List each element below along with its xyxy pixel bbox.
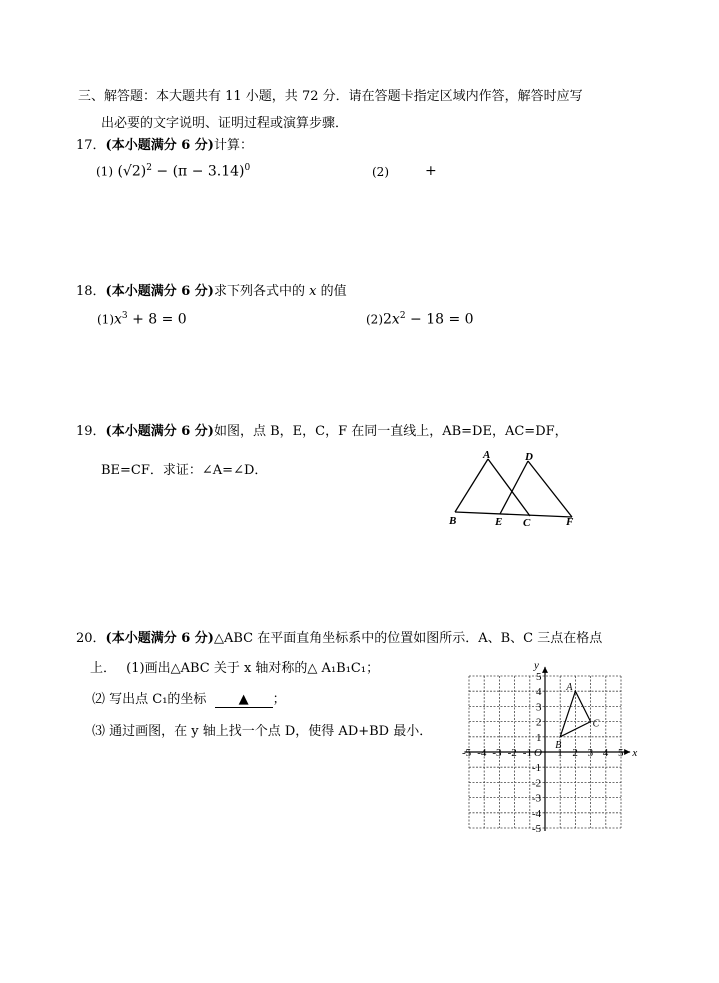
x-tick-label: -3 [492,747,502,759]
x-tick-label: 4 [602,747,609,759]
q18-p2-x: x [391,311,400,328]
q19-line2: BE=CF．求证：∠A=∠D． [101,463,268,478]
q18-p1-label: (1) [97,312,114,327]
segment-de [500,461,528,514]
x-tick-label: -2 [507,747,517,759]
point-a-label: A [566,682,573,694]
q18-p2-rest: − 18 = 0 [405,311,474,328]
segment-ac [488,459,530,516]
q17-score: (本小题满分 6 分) [105,138,214,153]
answer-placeholder-triangle: ▲ [238,692,249,707]
point-c-label: C [592,718,600,730]
q18-p2-sup: 2 [399,311,406,321]
q18-p1-x: x [114,311,122,328]
x-tick-label: -4 [477,747,487,759]
q18-score: (本小题满分 6 分) [105,284,214,299]
y-tick-label: -2 [532,777,542,790]
q20-line1: △ABC 在平面直角坐标系中的位置如图所示．A、B、C 三点在格点 [213,631,603,646]
y-tick-label: -4 [532,807,542,820]
q17-p1-expr-b: − (π − 3.14) [151,163,245,180]
y-tick-label: 2 [536,716,542,729]
q20-score: (本小题满分 6 分) [105,631,214,646]
segment-df [528,461,572,517]
y-tick-label: -3 [532,792,542,805]
question-17 [76,134,253,153]
y-tick-label: -5 [532,823,542,835]
question-18 [76,280,347,299]
q18-part2 [366,311,474,328]
section-title-line2: 出必要的文字说明、证明过程或演算步骤． [101,116,349,131]
label-b: B [449,515,457,527]
q19-triangle-figure [440,445,590,535]
x-axis-label: x [632,747,638,759]
q17-part1 [96,163,250,180]
x-tick-label: -5 [462,747,472,759]
label-e: E [495,516,503,528]
x-axis-arrow [624,749,630,755]
q18-number: 18． [76,284,106,299]
q20-number: 20． [76,631,106,646]
question-20 [76,627,602,646]
q18-p2-label: (2) [366,312,383,327]
q18-text-a: 求下列各式中的 [213,284,310,299]
y-tick-label: -1 [532,762,542,775]
q19-number: 19． [76,424,106,439]
origin-label: O [534,747,542,759]
q17-p1-expr-a: (√2) [117,163,147,180]
x-tick-label: 1 [557,747,563,759]
y-tick-label: 1 [536,731,542,744]
label-c: C [523,517,531,529]
q18-text-b: 的值 [316,284,347,299]
q18-p2-a: 2 [383,311,392,328]
q20-line2 [90,657,379,676]
x-tick-label: -1 [522,747,532,759]
q20-line2a: 上． [90,661,117,676]
segment-bf [455,512,572,517]
x-tick-label: 3 [587,747,594,759]
q17-part2-plus: + [425,163,437,179]
q17-number: 17． [76,138,106,153]
q17-p1-label: (1) [96,164,113,179]
q20-line4: ⑶ 通过画图，在 y 轴上找一个点 D，使得 AD+BD 最小． [92,724,433,739]
label-a: A [483,449,491,461]
question-19 [76,420,568,439]
point-b-label: B [555,739,562,751]
q19-score: (本小题满分 6 分) [105,424,214,439]
x-tick-label: 5 [618,747,624,759]
y-tick-label: 4 [536,686,542,699]
q20-line2b: (1)画出△ABC 关于 x 轴对称的△ A₁B₁C₁； [126,661,380,676]
q17-p1-sup-b: 0 [244,163,251,173]
q20-line3c: ； [272,692,286,707]
q20-line3a: ⑵ 写出点 C₁的坐标 [92,692,207,707]
y-tick-label: 3 [536,701,542,714]
coordinate-grid-figure [455,655,645,840]
q18-p1-sup: 3 [121,311,128,321]
q20-line3 [92,688,286,708]
label-f: F [566,516,574,528]
y-tick-label: 5 [536,671,542,683]
q18-p1-rest: + 8 = 0 [127,311,187,328]
q17-p1-sup-a: 2 [146,163,152,173]
section-title-line1: 三、解答题：本大题共有 11 小题，共 72 分．请在答题卡指定区域内作答，解答时应写 [78,89,583,104]
y-axis-arrow [542,667,548,673]
q18-text-var: x [309,284,317,299]
q19-line1: 如图，点 B，E，C，F 在同一直线上，AB=DE，AC=DF， [213,424,568,439]
label-d: D [525,451,533,463]
x-tick-label: 2 [572,747,578,759]
q17-text: 计算： [213,138,253,153]
q17-part2-label: (2) [372,165,389,179]
y-axis-label: y [534,659,539,672]
q20-answer-blank[interactable] [215,692,273,708]
q18-part1 [97,311,187,328]
segment-ab [455,459,488,512]
